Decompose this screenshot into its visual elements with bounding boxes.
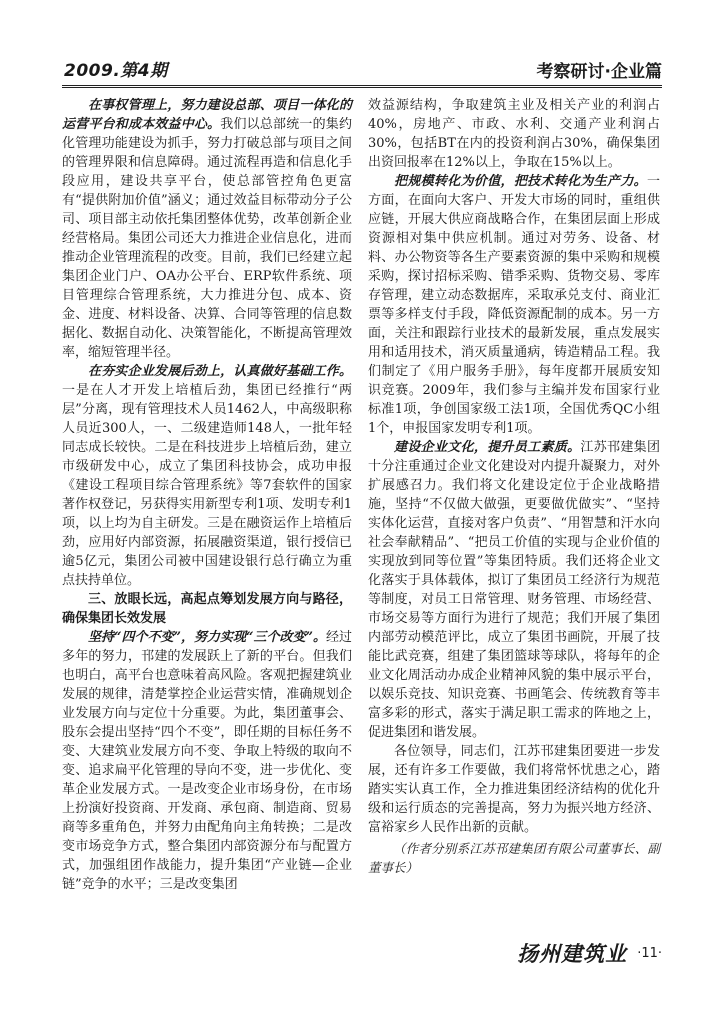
paragraph-text: 江苏邗建集团十分注重通过企业文化建设对内提升凝聚力，对外扩展感召力。我们将文化建设定位于企业战略措施，坚持“不仅做大做强，更要做优做实”、“坚持实体化运营，直接对客户负责”、“用智慧和汗水向社会奉献精品”、“把员工价值的实现与企业价值的实现放到同等位置”等集团特质。我们还将企业文化落实于具体载体，拟订了集团员工经济行为规范等制度，对员工日常管理、财务管理、市场经营、市场交易等方面行为进行了规范；我们开展了集团内部劳动模范评比，成立了集团书画院，开展了技能比武竞赛，组建了集团篮球等球队，将每年的企业文化周活动办成企业精神风貌的集中展示平台，以娱乐竞技、知识竞赛、书画笔会、传统教育等丰富多彩的形式，落实于满足职工需求的阵地之上，促进集团和谐发展。 xyxy=(368,440,660,740)
paragraph-text: 各位领导，同志们，江苏邗建集团要进一步发展，还有许多工作要做，我们将常怀忧患之心，踏踏实实认真工作，全力推进集团经济结构的优化升级和运行质态的完善提高，努力为振兴地方经济、富裕家乡人民作出新的贡献。 xyxy=(368,744,660,835)
paragraph-lead: 在夯实企业发展后劲上，认真做好基础工作。 xyxy=(88,364,352,379)
paragraph xyxy=(368,438,660,742)
paragraph-lead: 把规模转化为价值，把技术转化为生产力。 xyxy=(394,174,647,189)
page-number: ·11· xyxy=(637,945,662,961)
paragraph xyxy=(368,742,660,837)
author-note: （作者分别系江苏邗建集团有限公司董事长、副董事长） xyxy=(368,841,660,875)
paragraph xyxy=(62,362,352,590)
issue-label: 2009.第4期 xyxy=(64,61,168,81)
paragraph-text: 经过多年的努力，邗建的发展跃上了新的平台。但我们也明白，高平台也意味着高风险。客观把握建筑业发展的规律，清楚掌控企业运营实情，准确规划企业发展方向与定位十分重要。为此，集团董事会、股东会提出坚持“四个不变”，即任期的目标任务不变、大建筑业发展方向不变、争取上特级的取向不变、追求扁平化管理的导向不变，进一步优化、变革企业发展方式。一是改变企业市场身份，在市场上扮演好投资商、开发商、承包商、制造商、贸易商等多重角色，并努力由配角向主角转换；二是改变市场竞争方式，整合集团内部资源分布与配置方式，加强组团作战能力，提升集团“产业链—企业链”竞争的水平；三是改变集团 xyxy=(62,630,352,892)
paragraph xyxy=(368,172,660,438)
left-column xyxy=(62,96,352,894)
paragraph-text: 我们以总部统一的集约化管理功能建设为抓手，努力打破总部与项目之间的管理界限和信息障碍。通过流程再造和信息化手段应用，建设共享平台，使总部管控角色更富有“提供附加价值”涵义；通过效益目标带动分子公司、项目部主动依托集团整体优势，改革创新企业经营格局。集团公司还大力推进企业信息化，进而推动企业管理流程的改变。目前，我们已经建立起集团企业门户、OA办公平台、ERP软件系统、项目管理综合管理系统，大力推进分包、成本、资金、进度、材料设备、决算、合同等管理的信息数据化、数据自动化、决策智能化，不断提高管理效率，缩短管理半径。 xyxy=(62,117,352,360)
paragraph-lead: 坚持“四个不变”，努力实现“三个改变”。 xyxy=(88,630,326,645)
section-title: 考察研讨·企业篇 xyxy=(536,62,662,82)
paragraph-continued: 效益源结构，争取建筑主业及相关产业的利润占40%，房地产、市政、水利、交通产业利润占30%，包括BT在内的投资利润占30%，确保集团出资回报率在12%以上，争取在15%以上。 xyxy=(368,98,660,170)
page-footer xyxy=(517,936,662,970)
paragraph xyxy=(62,628,352,894)
header-rule xyxy=(62,85,662,88)
right-column xyxy=(368,96,660,877)
magazine-logo: 扬州建筑业 xyxy=(517,941,628,966)
section-heading: 三、放眼长远，高起点筹划发展方向与路径，确保集团长效发展 xyxy=(62,592,352,626)
page-header xyxy=(62,60,662,88)
paragraph-text: 一方面，在面向大客户、开发大市场的同时，重组供应链，开展大供应商战略合作，在集团层面上形成资源相对集中供应机制。通过对劳务、设备、材料、办公物资等各生产要素资源的集中采购和规模采购，探讨招标采购、错季采购、货物交易、零库存管理，建立动态数据库，采取承兑支付、商业汇票等多样支付手段，降低资源配制的成本。另一方面，关注和跟踪行业技术的最新发展，重点发展实用和适用技术，消灭质量通病，铸造精品工程。我们制定了《用户服务手册》，每年度都开展质安知识竞赛。2009年，我们参与主编并发布国家行业标准1项，争创国家级工法1项，全国优秀QC小组1个，申报国家发明专利1项。 xyxy=(368,174,660,436)
paragraph-text: 一是在人才开发上培植后劲，集团已经推行“两层”分离，现有管理技术人员1462人，中高级职称人员近300人，一、二级建造师148人，一批年轻同志成长较快。二是在科技进步上培植后劲，建立市级研发中心，成立了集团科技协会，成功申报《建设工程项目综合管理系统》等7套软件的国家著作权登记，另获得实用新型专利1项、发明专利1项，以上均为自主研发。三是在融资运作上培植后劲，应用好内部资源，拓展融资渠道，银行授信已逾5亿元，集团公司被中国建设银行总行确立为重点扶持单位。 xyxy=(62,383,352,588)
paragraph-lead: 在事权管理上，努力建设总部、项目一体化的运营平台和成本效益中心。 xyxy=(62,98,352,132)
paragraph xyxy=(62,96,352,362)
paragraph-lead: 建设企业文化，提升员工素质。 xyxy=(394,440,581,455)
